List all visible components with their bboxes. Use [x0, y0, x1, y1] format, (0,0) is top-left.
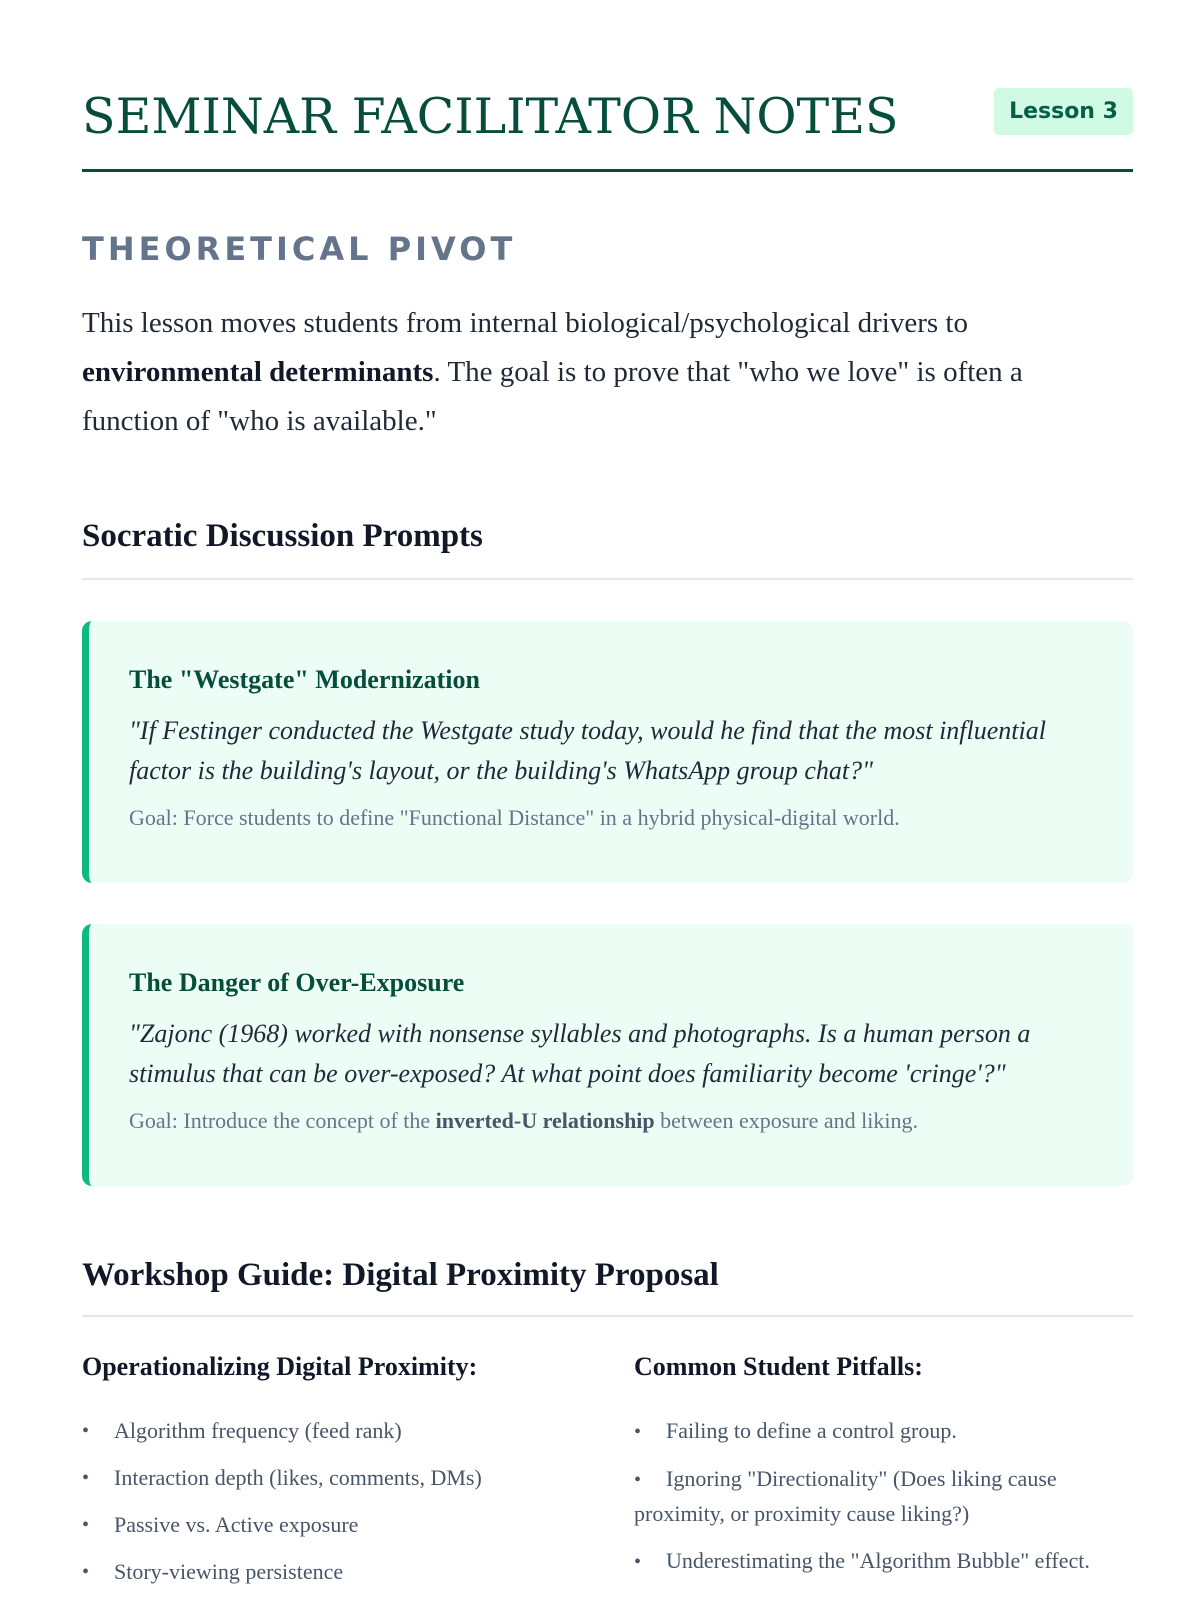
prompt-quote: "If Festinger conducted the Westgate study today, would he find that the most influential factor is the building's layout, or the building's WhatsApp group chat?"	[129, 716, 1046, 785]
list-item: • Underestimating the "Algorithm Bubble" effect.	[634, 1544, 1133, 1579]
page-header	[82, 82, 1133, 172]
prompt-title: The Danger of Over-Exposure	[129, 968, 465, 997]
section-label-theoretical-pivot: THEORETICAL PIVOT	[82, 230, 517, 268]
page-title: SEMINAR FACILITATOR NOTES	[82, 88, 899, 145]
list-item: • Algorithm frequency (feed rank)	[82, 1414, 602, 1448]
prompt-card	[82, 621, 1133, 883]
lesson-badge: Lesson 3	[994, 88, 1133, 135]
list-item: • Passive vs. Active exposure	[82, 1508, 602, 1542]
intro-text-start: This lesson moves students from internal biological/psychological drivers to	[82, 307, 968, 339]
pitfalls-list	[634, 1414, 1133, 1579]
list-item: • Failing to define a control group.	[634, 1414, 1133, 1449]
prompt-goal	[129, 1106, 1093, 1136]
prompt-title: The "Westgate" Modernization	[129, 665, 480, 694]
pitfalls-column	[634, 1350, 1133, 1592]
prompt-goal-text-start: Goal: Introduce the concept of the	[129, 1108, 436, 1133]
prompt-goal-text: Goal: Force students to define "Functional Distance" in a hybrid physical-digital world.	[129, 805, 900, 830]
prompt-goal-bold: inverted-U relationship	[435, 1108, 655, 1133]
prompt-card	[82, 924, 1133, 1186]
list-item: • Ignoring "Directionality" (Does liking cause proximity, or proximity cause liking?)	[634, 1462, 1133, 1531]
intro-text-end: . The goal is to prove that "who we love" is often a function of "who is available."	[82, 356, 1023, 437]
workshop-heading: Workshop Guide: Digital Proximity Proposal	[82, 1257, 1133, 1317]
intro-text-bold: environmental determinants	[82, 356, 434, 388]
prompt-goal-text-end: between exposure and liking.	[654, 1108, 918, 1133]
operationalizing-list	[82, 1414, 602, 1589]
prompt-goal	[129, 803, 1093, 833]
pitfalls-title: Common Student Pitfalls:	[634, 1352, 923, 1381]
list-item: • Interaction depth (likes, comments, DMs)	[82, 1461, 602, 1495]
list-item: • Story-viewing persistence	[82, 1555, 602, 1589]
intro-paragraph	[82, 299, 1112, 446]
socratic-heading: Socratic Discussion Prompts	[82, 518, 1133, 580]
operationalizing-title: Operationalizing Digital Proximity:	[82, 1352, 478, 1381]
prompt-quote: "Zajonc (1968) worked with nonsense syllables and photographs. Is a human person a stimulus that can be over-exposed? At what point does familiarity become 'cringe'?"	[129, 1019, 1031, 1088]
operationalizing-column	[82, 1350, 602, 1600]
